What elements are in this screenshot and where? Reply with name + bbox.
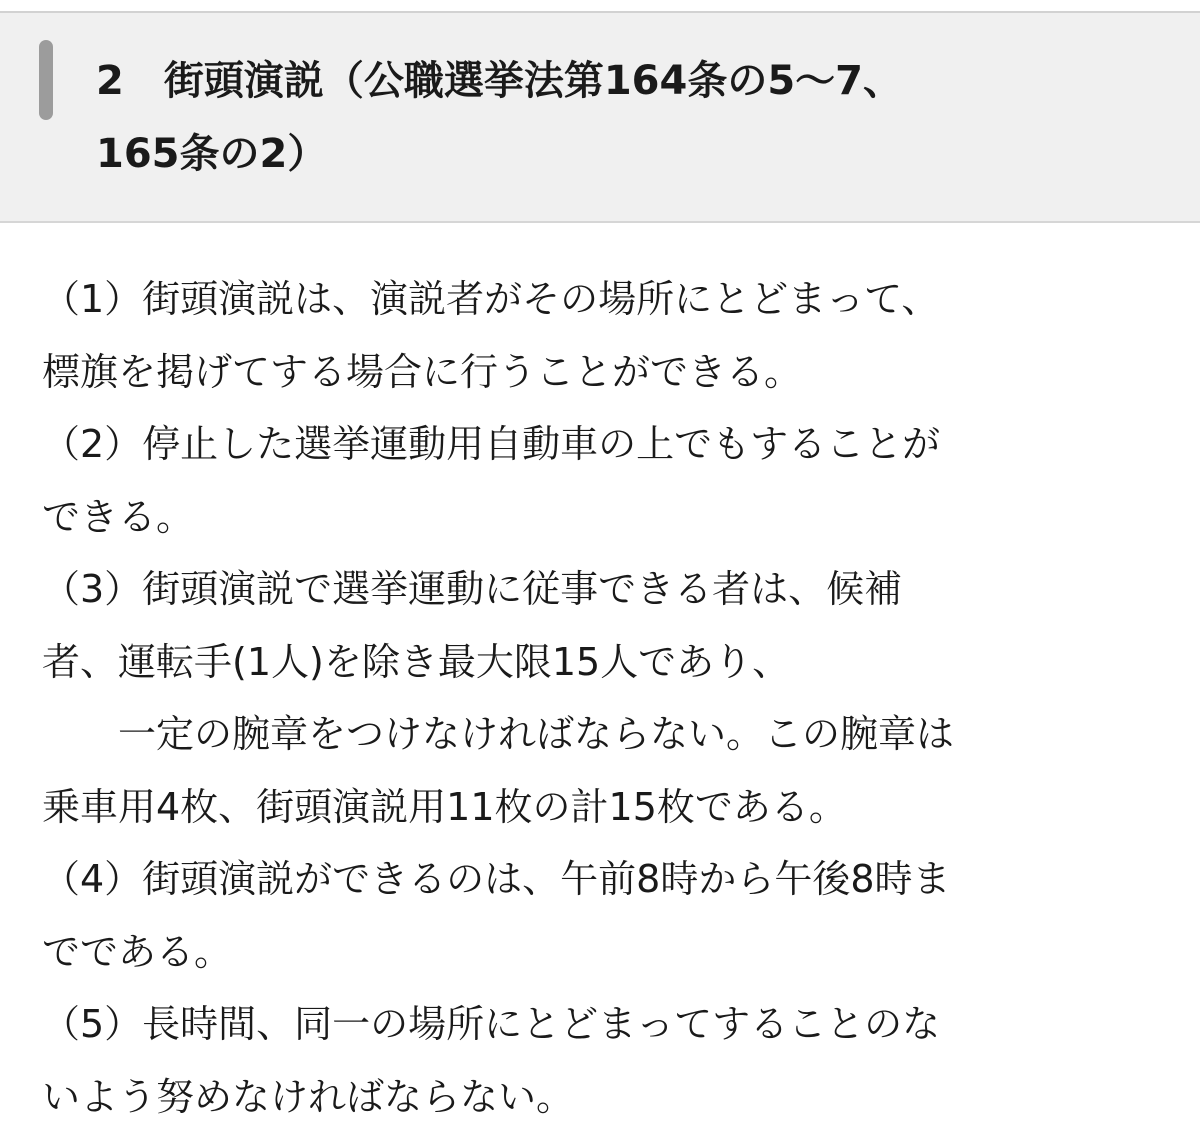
body-line-10: でである。 — [42, 929, 233, 974]
body-line-4: できる。 — [42, 494, 195, 539]
heading-accent-bar — [39, 40, 53, 120]
body-line-1: （1）街頭演説は、演説者がその場所にとどまって、 — [42, 277, 940, 321]
body-line-2: 標旗を掲げてする場合に行うことができる。 — [42, 349, 803, 394]
heading-line-1: 2 街頭演説（公職選挙法第164条の5〜7、 — [96, 58, 903, 104]
top-divider — [0, 0, 1200, 13]
heading-line-2: 165条の2） — [96, 130, 328, 177]
body-line-9: （4）街頭演説ができるのは、午前8時から午後8時ま — [42, 857, 951, 901]
body-line-12: いよう努めなければならない。 — [42, 1074, 575, 1119]
body-text — [42, 263, 1162, 1133]
body-line-3: （2）停止した選挙運動用自動車の上でもすることが — [42, 422, 941, 466]
heading-title — [96, 39, 1156, 184]
body-line-6: 者、運転手(1人)を除き最大限15人であり、 — [42, 639, 791, 684]
body-line-11: （5）長時間、同一の場所にとどまってすることのな — [42, 1002, 941, 1046]
body-line-8: 乗車用4枚、街頭演説用11枚の計15枚である。 — [42, 784, 847, 829]
body-line-7: 一定の腕章をつけなければならない。この腕章は — [42, 712, 955, 756]
body-line-5: （3）街頭演説で選挙運動に従事できる者は、候補 — [42, 567, 903, 611]
section-heading — [0, 13, 1200, 223]
